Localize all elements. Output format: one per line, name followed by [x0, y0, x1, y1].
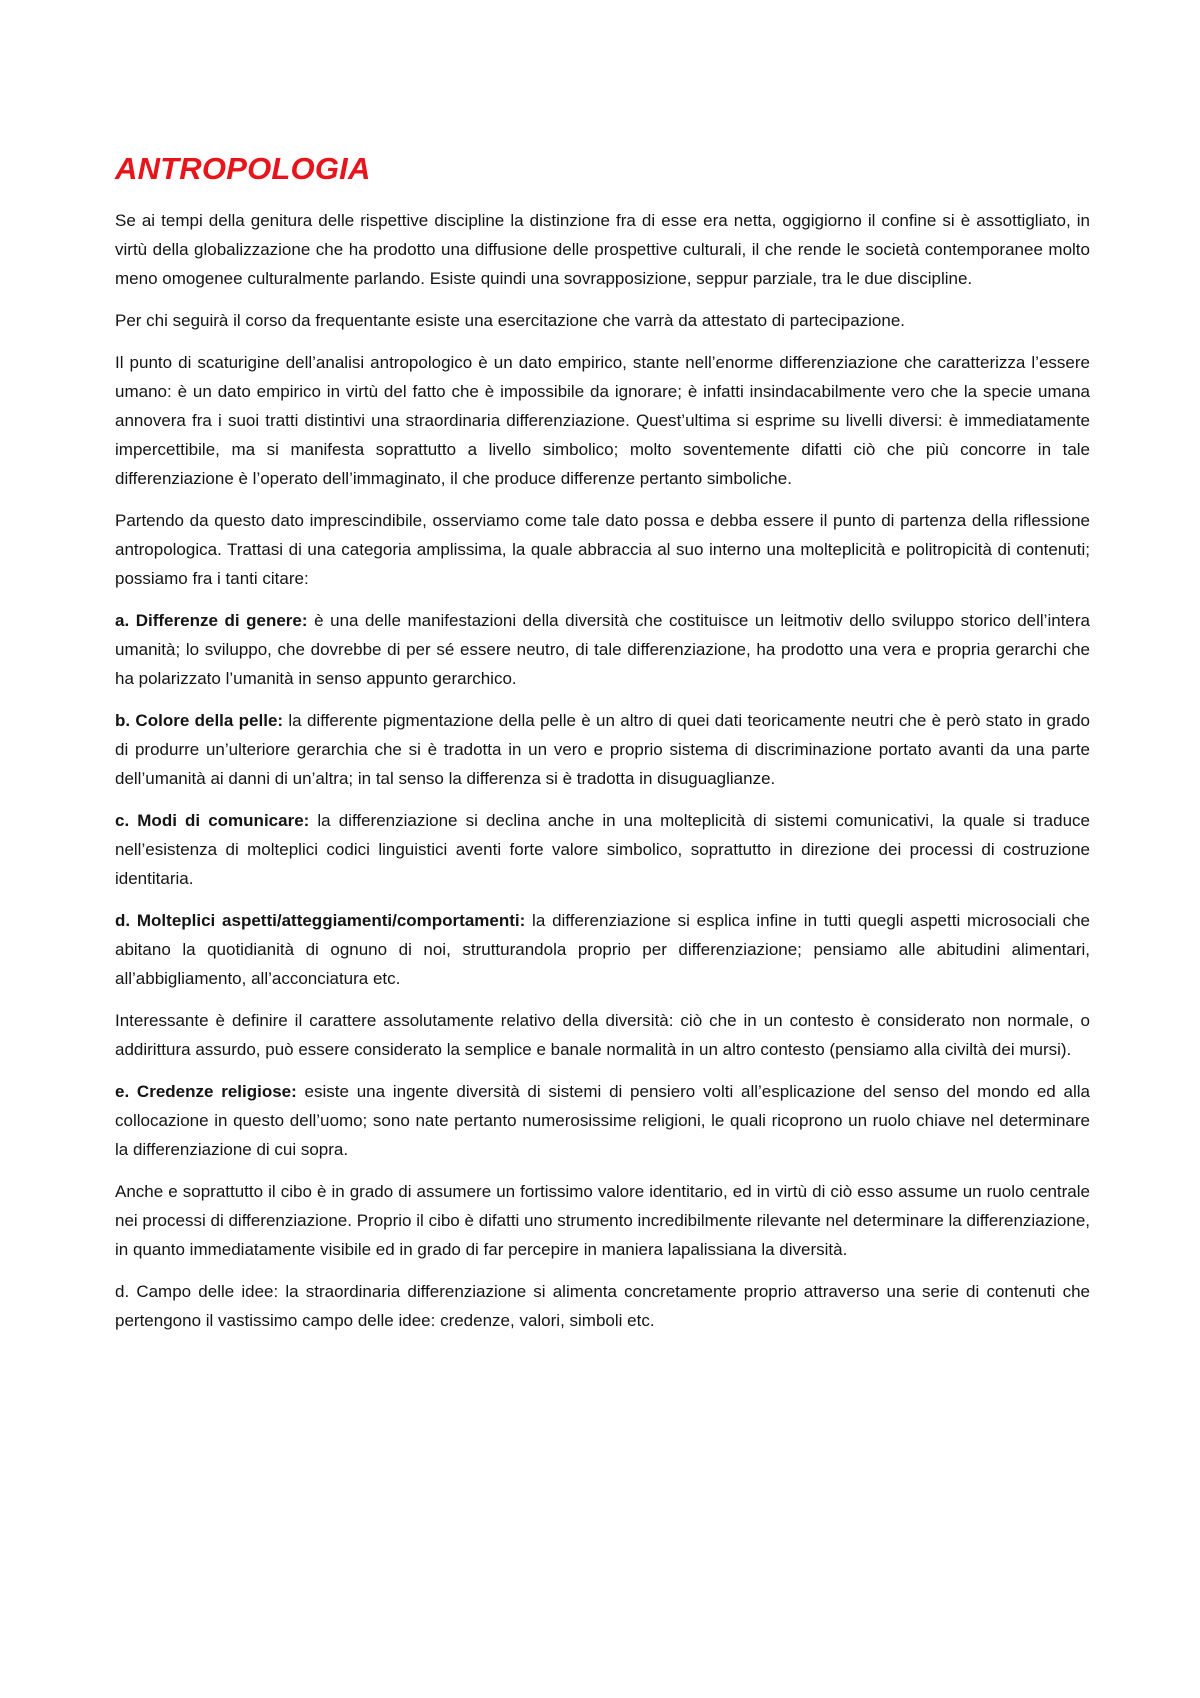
list-item-skin-color [115, 706, 1090, 793]
paragraph-text: Se ai tempi della genitura delle rispettive discipline la distinzione fra di esse era netta, oggigiorno il confine si è assottigliato, in virtù della globalizzazione che ha prodotto una diffusione delle prospettive culturali, il che rende le società contemporanee molto meno omogenee culturalmente parlando. Esiste quindi una sovrapposizione, seppur parziale, tra le due discipline. [115, 211, 1090, 288]
list-item-heading: d. Molteplici aspetti/atteggiamenti/comportamenti: [115, 911, 526, 930]
list-item-text: la differenziazione si declina anche in una molteplicità di sistemi comunicativi, la quale si traduce nell’esistenza di molteplici codici linguistici aventi forte valore simbolico, soprattutto in direzione dei processi di costruzione identitaria. [115, 811, 1090, 888]
paragraph-relativity [115, 1006, 1090, 1064]
paragraph-food [115, 1177, 1090, 1264]
paragraph-text: Partendo da questo dato imprescindibile, osserviamo come tale dato possa e debba essere il punto di partenza della riflessione antropologica. Trattasi di una categoria amplissima, la quale abbraccia al suo interno una molteplicità e politropicità di contenuti; possiamo fra i tanti citare: [115, 511, 1090, 588]
list-item-ideas [115, 1277, 1090, 1335]
paragraph-text: Per chi seguirà il corso da frequentante esiste una esercitazione che varrà da attestato di partecipazione. [115, 311, 906, 330]
list-item-behaviours [115, 906, 1090, 993]
paragraph-starting-point [115, 506, 1090, 593]
list-item-heading: c. Modi di comunicare: [115, 811, 310, 830]
list-item-religion [115, 1077, 1090, 1164]
document-title: ANTROPOLOGIA [115, 151, 371, 186]
list-item-text: la differente pigmentazione della pelle è un altro di quei dati teoricamente neutri che è però stato in grado di produrre un’ulteriore gerarchia che si è tradotta in un vero e proprio sistema di discriminazione portato avanti da una parte dell’umanità ai danni di un’altra; in tal senso la differenza si è tradotta in disuguaglianze. [115, 711, 1090, 788]
list-item-heading: a. Differenze di genere: [115, 611, 308, 630]
list-item-text: è una delle manifestazioni della diversità che costituisce un leitmotiv dello sviluppo storico dell’intera umanità; lo sviluppo, che dovrebbe di per sé essere neutro, di tale differenziazione, ha prodotto una vera e propria gerarchi che ha polarizzato l’umanità in senso appunto gerarchico. [115, 611, 1090, 688]
list-item-gender [115, 606, 1090, 693]
list-item-heading: b. Colore della pelle: [115, 711, 284, 730]
paragraph-text: d. Campo delle idee: la straordinaria differenziazione si alimenta concretamente proprio attraverso una serie di contenuti che pertengono il vastissimo campo delle idee: credenze, valori, simboli etc. [115, 1282, 1090, 1330]
paragraph-text: Interessante è definire il carattere assolutamente relativo della diversità: ciò che in un contesto è considerato non normale, o addirittura assurdo, può essere considerato la semplice e banale normalità in un altro contesto (pensiamo alla civiltà dei mursi). [115, 1011, 1090, 1059]
paragraph-course-note [115, 306, 1090, 335]
list-item-communication [115, 806, 1090, 893]
paragraph-empirical-datum [115, 348, 1090, 493]
paragraph-intro [115, 206, 1090, 293]
paragraph-text: Il punto di scaturigine dell’analisi antropologico è un dato empirico, stante nell’enorme differenziazione che caratterizza l’essere umano: è un dato empirico in virtù del fatto che è impossibile da ignorare; è infatti insindacabilmente vero che la specie umana annovera fra i suoi tratti distintivi una straordinaria differenziazione. Quest’ultima si esprime su livelli diversi: è immediatamente impercettibile, ma si manifesta soprattutto a livello simbolico; molto soventemente difatti ciò che più concorre in tale differenziazione è l’operato dell’immaginato, il che produce differenze pertanto simboliche. [115, 353, 1090, 488]
list-item-heading: e. Credenze religiose: [115, 1082, 297, 1101]
list-item-text: esiste una ingente diversità di sistemi di pensiero volti all’esplicazione del senso del mondo ed alla collocazione in questo dell’uomo; sono nate pertanto numerosissime religioni, le quali ricoprono un ruolo chiave nel determinare la differenziazione di cui sopra. [115, 1082, 1090, 1159]
list-item-text: la differenziazione si esplica infine in tutti quegli aspetti microsociali che abitano la quotidianità di ognuno di noi, strutturandola proprio per differenziazione; pensiamo alle abitudini alimentari, all’abbigliamento, all’acconciatura etc. [115, 911, 1090, 988]
paragraph-text: Anche e soprattutto il cibo è in grado di assumere un fortissimo valore identitario, ed in virtù di ciò esso assume un ruolo centrale nei processi di differenziazione. Proprio il cibo è difatti uno strumento incredibilmente rilevante nel determinare la differenziazione, in quanto immediatamente visibile ed in grado di far percepire in maniera lapalissiana la diversità. [115, 1182, 1090, 1259]
